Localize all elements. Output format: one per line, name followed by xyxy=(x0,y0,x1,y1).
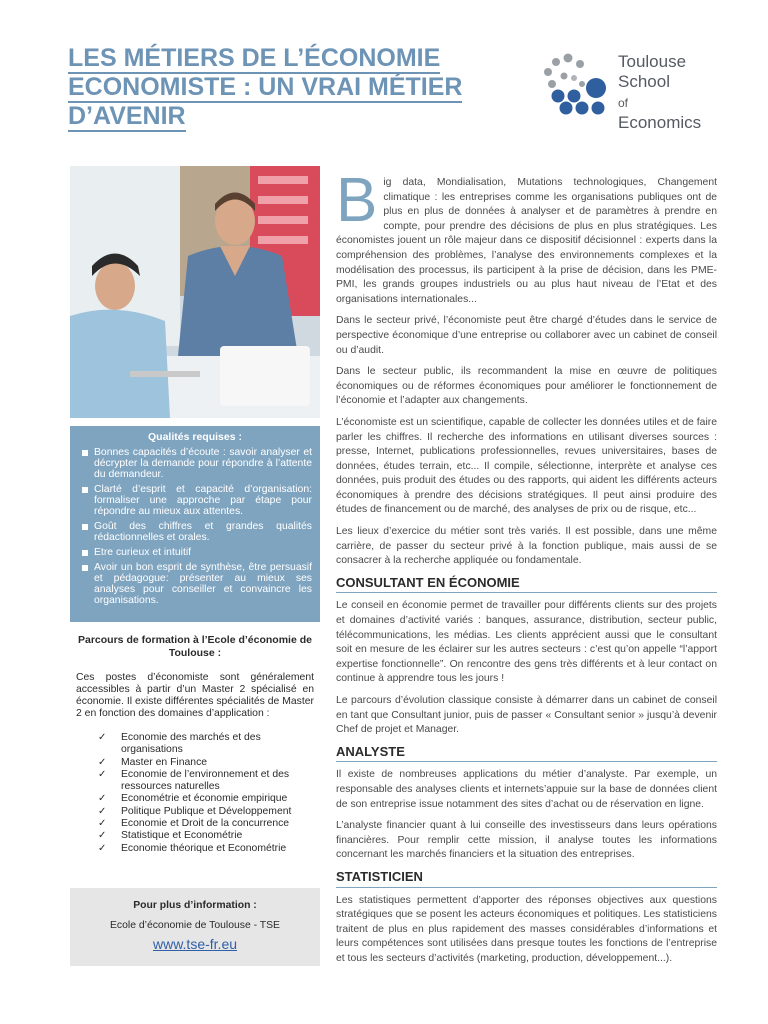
list-item: Etre curieux et intuitif xyxy=(82,547,312,558)
list-item: ✓ Econométrie et économie empirique xyxy=(98,793,320,805)
paragraph: L’économiste est un scientifique, capable de collecter les données utiles et de faire parler les chiffres. Il recherche des informations en utilisant diverses sources : presse, Internet, publications professionnelles, revues universitaires, bases de données, études terrain, etc... Il compile, sélectionne, interprète et analyse ces données, puis produit des études ou des rapports, qui aident les différents acteurs économiques à prendre des décisions stratégiques. Il peut ainsi produire des études de financement ou de marché, des analyses de prix ou de risque, etc... xyxy=(336,416,717,516)
list-item: ✓ Statistique et Econométrie xyxy=(98,830,320,842)
intro-paragraph: Big data, Mondialisation, Mutations technologiques, Changement climatique : les entreprises comme les organisations publiques ont de plus en plus de données à analyser et de paramètres à prendre en compte, pour prendre des décisions de plus en plus stratégiques. Les économistes jouent un rôle majeur dans ce dispositif décisionnel : experts dans la compréhension des problèmes, l’analyse des environnements complexes et la modélisation des processus, ils participent à la prise de décision, dans les PME-PMI, les grands groupes industriels ou au plus haut niveau de l’Etat et des organisations internationales... xyxy=(336,166,717,305)
paragraph: Le parcours d’évolution classique consiste à démarrer dans un cabinet de conseil en tant que Consultant junior, puis de passer « Consultant senior » jusqu’à devenir Chef de projet et Manager. xyxy=(336,695,717,736)
section-heading-statisticien: STATISTICIEN xyxy=(336,870,717,888)
section-heading-analyste: ANALYSTE xyxy=(336,745,717,763)
paragraph: Il existe de nombreuses applications du métier d’analyste. Par exemple, un responsable des analyses clients et internets’appuie sur la base de données client de son entreprise issue notamment des sites d’achat ou de réservation en ligne. xyxy=(336,769,717,810)
qualites-panel xyxy=(70,426,320,622)
parcours-panel xyxy=(70,628,320,872)
paragraph: L’analyste financier quant à lui conseille des investisseurs dans leurs opérations financières. Pour remplir cette mission, il analyse toutes les informations concernant les marchés financiers et la situation des entreprises. xyxy=(336,820,717,861)
title-line: D’AVENIR xyxy=(68,102,186,130)
list-item: Goût des chiffres et grandes qualités rédactionnelles et orales. xyxy=(82,521,312,543)
website-link[interactable]: www.tse-fr.eu xyxy=(152,936,238,952)
paragraph: Les lieux d’exercice du métier sont très variés. Il est possible, dans une même carrière, de passer du secteur privé à la fonction publique, mais aussi de se consacrer à la recherche appliquée ou fondamentale. xyxy=(336,526,717,567)
qualites-list xyxy=(70,447,320,606)
parcours-title: Parcours de formation à l’Ecole d’économie de Toulouse : xyxy=(78,634,312,659)
list-item: ✓ Politique Publique et Développement xyxy=(98,806,320,818)
list-item: Clarté d’esprit et capacité d’organisation: formaliser une approche par étape pour répondre au mieux aux attentes. xyxy=(82,484,312,517)
paragraph: Dans le secteur public, ils recommandent la mise en œuvre de politiques économiques ou de réformes économiques pour améliorer le fonctionnement de l’économie et l’adapter aux changements. xyxy=(336,366,717,407)
title-line: LES MÉTIERS DE L’ÉCONOMIE xyxy=(68,44,441,72)
office-photo xyxy=(70,166,320,418)
parcours-intro: Ces postes d’économiste sont généralement accessibles à partir d’un Master 2 spécialisé en économie. Il existe différentes spécialités de Master 2 en fonction des domaines d’application : xyxy=(76,672,314,719)
list-item: ✓ Economie théorique et Econométrie xyxy=(98,843,320,855)
list-item: ✓ Economie de l’environnement et des ressources naturelles xyxy=(98,769,320,794)
list-item: ✓ Master en Finance xyxy=(98,757,320,769)
title-line: ECONOMISTE : UN VRAI MÉTIER xyxy=(68,73,463,101)
list-item: Avoir un bon esprit de synthèse, être persuasif et pédagogue: présenter au mieux ses analyses pour conseiller et convaincre les organisations. xyxy=(82,562,312,606)
logo-text: Toulouse School of Economics xyxy=(618,52,702,132)
info-panel xyxy=(70,888,320,966)
section-heading-consultant: CONSULTANT EN ÉCONOMIE xyxy=(336,576,717,594)
tse-logo xyxy=(538,50,713,132)
paragraph: Les statistiques permettent d’apporter des réponses objectives aux questions stratégiques que se posent les acteurs économiques et politiques. Les statisticiens traitent de plus en plus rapidement des masses considérables d’informations et leurs compétences sont utilisées dans presque toutes les fonctions de l’entreprise et tous les secteurs d’activités (marketing, production, développement...). xyxy=(336,894,717,964)
list-item: ✓ Economie et Droit de la concurrence xyxy=(98,818,320,830)
list-item: ✓ Economie des marchés et des organisations xyxy=(98,732,320,757)
logo-dots-icon xyxy=(538,50,618,120)
parcours-list xyxy=(70,732,320,855)
info-title: Pour plus d’information : xyxy=(133,900,257,911)
paragraph: Le conseil en économie permet de travailler pour différents clients sur des projets et domaines d’activité variés : banques, assurance, distribution, secteur public, télécommunications, les médias. Les clients apprécient aussi que le consultant soit en mesure de les éclairer sur les autres secteurs : c’est qu’on appelle “l’apport expertise fonctionnelle”. On rencontre des gens très différents et à leur contact on continue à apprendre tous les jours ! xyxy=(336,600,717,685)
info-school: Ecole d’économie de Toulouse - TSE xyxy=(109,920,280,931)
list-item: Bonnes capacités d’écoute : savoir analyser et décrypter la demande pour répondre à l’attente du demandeur. xyxy=(82,447,312,480)
qualites-title: Qualités requises : xyxy=(148,431,242,443)
page-title xyxy=(68,44,498,131)
paragraph: Dans le secteur privé, l’économiste peut être chargé d’études dans le service de perspective économique d’une entreprise ou collaborer avec un cabinet de conseil ou d’audit. xyxy=(336,315,717,356)
main-article xyxy=(336,166,717,974)
drop-cap: B xyxy=(336,166,378,235)
